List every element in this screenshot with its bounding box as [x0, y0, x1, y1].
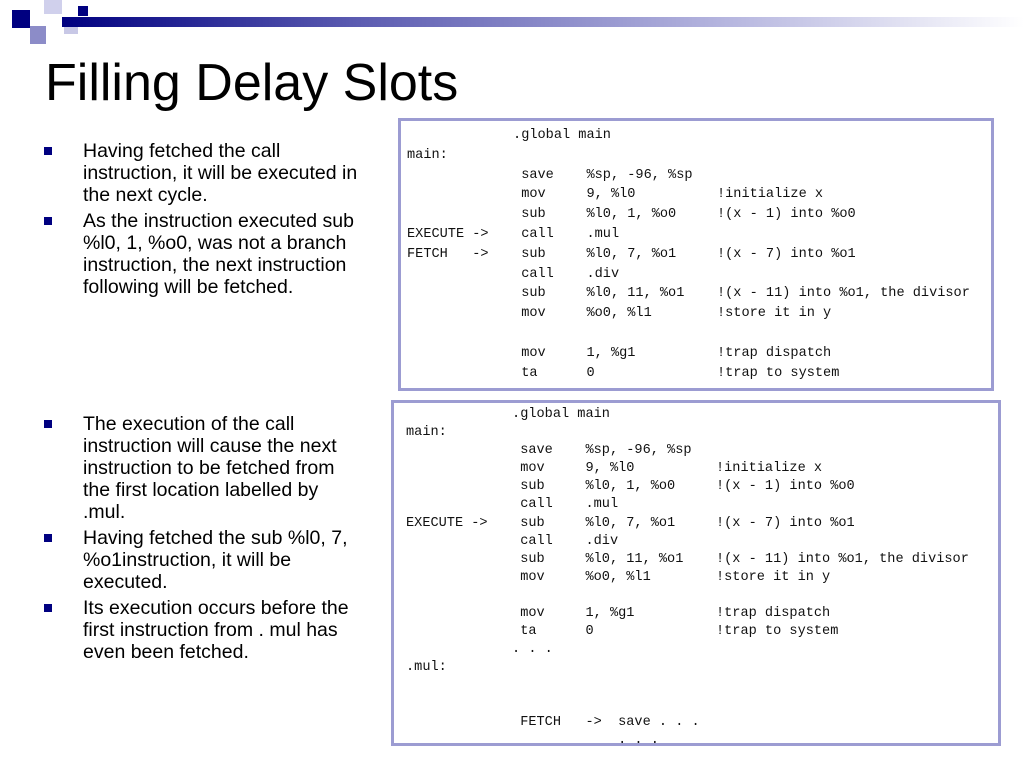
- bullet-square-icon: [44, 420, 52, 428]
- bullet-square-icon: [44, 534, 52, 542]
- bullet-square-icon: [44, 147, 52, 155]
- code-line: sub %l0, 1, %o0 !(x - 1) into %o0: [406, 479, 855, 495]
- code-line: mov %o0, %l1 !store it in y: [407, 306, 832, 322]
- code-listing-top: [398, 118, 994, 391]
- code-text-top: [401, 121, 991, 383]
- code-line: EXECUTE -> call .mul: [407, 226, 620, 242]
- code-line: mov %o0, %l1 !store it in y: [406, 569, 831, 585]
- bullet-item: Having fetched the call instruction, it will be executed in the next cycle.: [44, 140, 364, 206]
- code-text-bottom: [394, 403, 998, 750]
- code-line: mov 1, %g1 !trap dispatch: [407, 345, 832, 361]
- code-line: main:: [406, 425, 447, 441]
- bullet-square-icon: [44, 604, 52, 612]
- code-line: FETCH -> sub %l0, 7, %o1 !(x - 7) into %o1: [407, 246, 856, 262]
- bullet-item: The execution of the call instruction will cause the next instruction to be fetched from the first location labelled by .mul.: [44, 413, 364, 523]
- code-line: sub %l0, 1, %o0 !(x - 1) into %o0: [407, 207, 856, 223]
- code-line: main:: [407, 147, 448, 163]
- code-line: .global main: [407, 128, 611, 143]
- code-line: .global main: [406, 407, 610, 422]
- code-line: . . .: [406, 642, 553, 658]
- code-line: mov 1, %g1 !trap dispatch: [406, 606, 831, 622]
- code-line: ta 0 !trap to system: [407, 365, 840, 381]
- bullet-item: Having fetched the sub %l0, 7, %o1instruction, it will be executed.: [44, 527, 364, 593]
- bullet-list-bottom: [44, 413, 364, 667]
- code-line: . . .: [406, 732, 659, 748]
- code-line: sub %l0, 11, %o1 !(x - 11) into %o1, the divisor: [406, 551, 969, 567]
- title-gradient-rule: [62, 17, 1024, 27]
- code-line: mov 9, %l0 !initialize x: [406, 461, 823, 477]
- code-line: mov 9, %l0 !initialize x: [407, 187, 824, 203]
- decor-square-navy-2: [78, 6, 88, 16]
- code-line: ta 0 !trap to system: [406, 624, 839, 640]
- code-listing-bottom: [391, 400, 1001, 746]
- code-line: save %sp, -96, %sp: [407, 167, 693, 183]
- bullet-list-top: [44, 140, 364, 302]
- decor-square-light: [44, 0, 62, 14]
- code-line: call .div: [406, 533, 619, 549]
- code-line: call .mul: [406, 497, 619, 513]
- bullet-item: Its execution occurs before the first instruction from . mul has even been fetched.: [44, 597, 364, 663]
- decor-square-mid: [30, 26, 46, 44]
- decor-square-navy: [12, 10, 30, 28]
- code-line: .mul:: [406, 660, 447, 676]
- code-line: call .div: [407, 266, 620, 282]
- code-line: sub %l0, 11, %o1 !(x - 11) into %o1, the divisor: [407, 286, 970, 302]
- slide-title: Filling Delay Slots: [45, 54, 459, 112]
- code-line: save %sp, -96, %sp: [406, 443, 692, 459]
- bullet-square-icon: [44, 217, 52, 225]
- code-line: FETCH -> save . . .: [406, 714, 700, 730]
- code-line: EXECUTE -> sub %l0, 7, %o1 !(x - 7) into %o1: [406, 515, 855, 531]
- bullet-item: As the instruction executed sub %l0, 1, %o0, was not a branch instruction, the next instruction following will be fetched.: [44, 210, 364, 298]
